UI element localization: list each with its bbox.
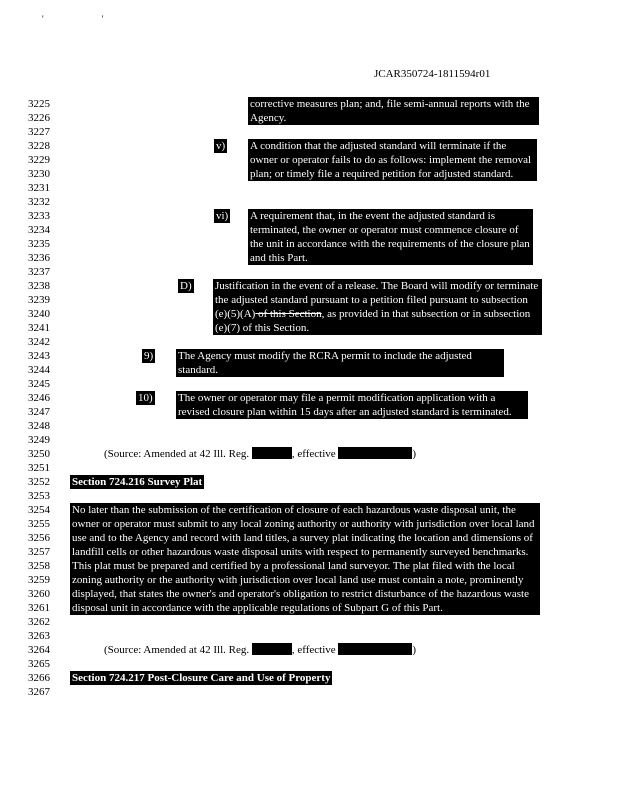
line-number: 3254 — [28, 504, 50, 516]
line-number: 3237 — [28, 266, 50, 278]
redaction-box — [338, 447, 412, 459]
line-number: 3230 — [28, 168, 50, 180]
source-note-1 — [104, 447, 416, 461]
source-note-2-pre: (Source: Amended at 42 Ill. Reg. — [104, 644, 250, 656]
item-10-label: 10) — [138, 392, 153, 404]
line-number: 3241 — [28, 322, 50, 334]
line-number: 3242 — [28, 336, 50, 348]
section-216-heading: Section 724.216 Survey Plat — [72, 476, 203, 488]
redaction-box — [252, 447, 292, 459]
item-v-label: v) — [216, 140, 226, 152]
line-number: 3264 — [28, 644, 50, 656]
line-number: 3262 — [28, 616, 50, 628]
line-number: 3228 — [28, 140, 50, 152]
item-9-text: The Agency must modify the RCRA permit to include the adjusted standard. — [176, 349, 504, 377]
line-number: 3267 — [28, 686, 50, 698]
item-D-text-post: , as provided in that subsection or in subsection (e)(7) of this Section. — [215, 308, 531, 334]
line-number: 3229 — [28, 154, 50, 166]
line-number: 3225 — [28, 98, 50, 110]
line-number: 3265 — [28, 658, 50, 670]
redaction-box — [338, 643, 412, 655]
line-number: 3253 — [28, 490, 50, 502]
item-D-text-pre: Justification in the event of a release. The Board will modify or terminate the adjusted standard pursuant to a petition filed pursuant to subsection (e)(5)(A) — [215, 280, 539, 320]
line-number: 3234 — [28, 224, 50, 236]
line-number: 3247 — [28, 406, 50, 418]
line-number: 3240 — [28, 308, 50, 320]
line-number: 3266 — [28, 672, 50, 684]
line-number: 3257 — [28, 546, 50, 558]
scan-marks: ' ' — [42, 14, 132, 24]
section-217-heading: Section 724.217 Post-Closure Care and Use of Property — [72, 672, 331, 684]
line-number: 3245 — [28, 378, 50, 390]
line-number: 3239 — [28, 294, 50, 306]
section-216-body: No later than the submission of the certification of closure of each hazardous waste disposal unit, the owner or operator must submit to any local zoning authority or authority with jurisdiction over local land use and to the Agency and record with land titles, a survey plat indicating the location and dimensions of landfill cells or other hazardous waste disposal units with respect to permanently surveyed benchmarks. This plat must be prepared and certified by a professional land surveyor. The plat filed with the local zoning authority or the authority with jurisdiction over local land use must contain a note, prominently displayed, that states the owner's and operator's obligation to restrict disturbance of the hazardous waste disposal unit in accordance with the applicable regulations of Subpart G of this Part. — [70, 503, 540, 615]
line-number: 3227 — [28, 126, 50, 138]
document-id-header: JCAR350724-1811594r01 — [374, 68, 491, 80]
line-number: 3255 — [28, 518, 50, 530]
item-v-text: A condition that the adjusted standard will terminate if the owner or operator fails to do as follows: implement the removal plan; or timely file a required petition for adjusted standard. — [248, 139, 537, 181]
source-note-2-mid: , effective — [291, 644, 336, 656]
line-number: 3231 — [28, 182, 50, 194]
line-number: 3261 — [28, 602, 50, 614]
line-number: 3250 — [28, 448, 50, 460]
source-note-2 — [104, 643, 416, 657]
continuation-text: corrective measures plan; and, file semi-annual reports with the Agency. — [248, 97, 539, 125]
item-vi-text: A requirement that, in the event the adjusted standard is terminated, the owner or operator must commence closure of the unit in accordance with the requirements of the closure plan and this Part. — [248, 209, 533, 265]
item-D-label: D) — [180, 280, 192, 292]
line-number: 3258 — [28, 560, 50, 572]
line-number: 3235 — [28, 238, 50, 250]
line-number: 3226 — [28, 112, 50, 124]
line-number: 3238 — [28, 280, 50, 292]
source-note-2-post: ) — [412, 644, 417, 656]
line-number: 3249 — [28, 434, 50, 446]
redaction-box — [252, 643, 292, 655]
line-number: 3232 — [28, 196, 50, 208]
line-number: 3246 — [28, 392, 50, 404]
line-number: 3243 — [28, 350, 50, 362]
item-D-text — [213, 279, 542, 335]
line-number: 3248 — [28, 420, 50, 432]
line-number: 3263 — [28, 630, 50, 642]
line-number: 3252 — [28, 476, 50, 488]
line-number: 3236 — [28, 252, 50, 264]
line-number: 3260 — [28, 588, 50, 600]
item-10-text: The owner or operator may file a permit modification application with a revised closure plan within 15 days after an adjusted standard is terminated. — [176, 391, 528, 419]
line-number: 3256 — [28, 532, 50, 544]
source-note-1-mid: , effective — [291, 448, 336, 460]
item-vi-label: vi) — [216, 210, 229, 222]
line-number: 3233 — [28, 210, 50, 222]
line-number: 3259 — [28, 574, 50, 586]
source-note-1-pre: (Source: Amended at 42 Ill. Reg. — [104, 448, 250, 460]
line-number: 3244 — [28, 364, 50, 376]
item-9-label: 9) — [144, 350, 154, 362]
source-note-1-post: ) — [412, 448, 417, 460]
line-number: 3251 — [28, 462, 50, 474]
item-D-struck-text: of this Section — [255, 308, 322, 320]
